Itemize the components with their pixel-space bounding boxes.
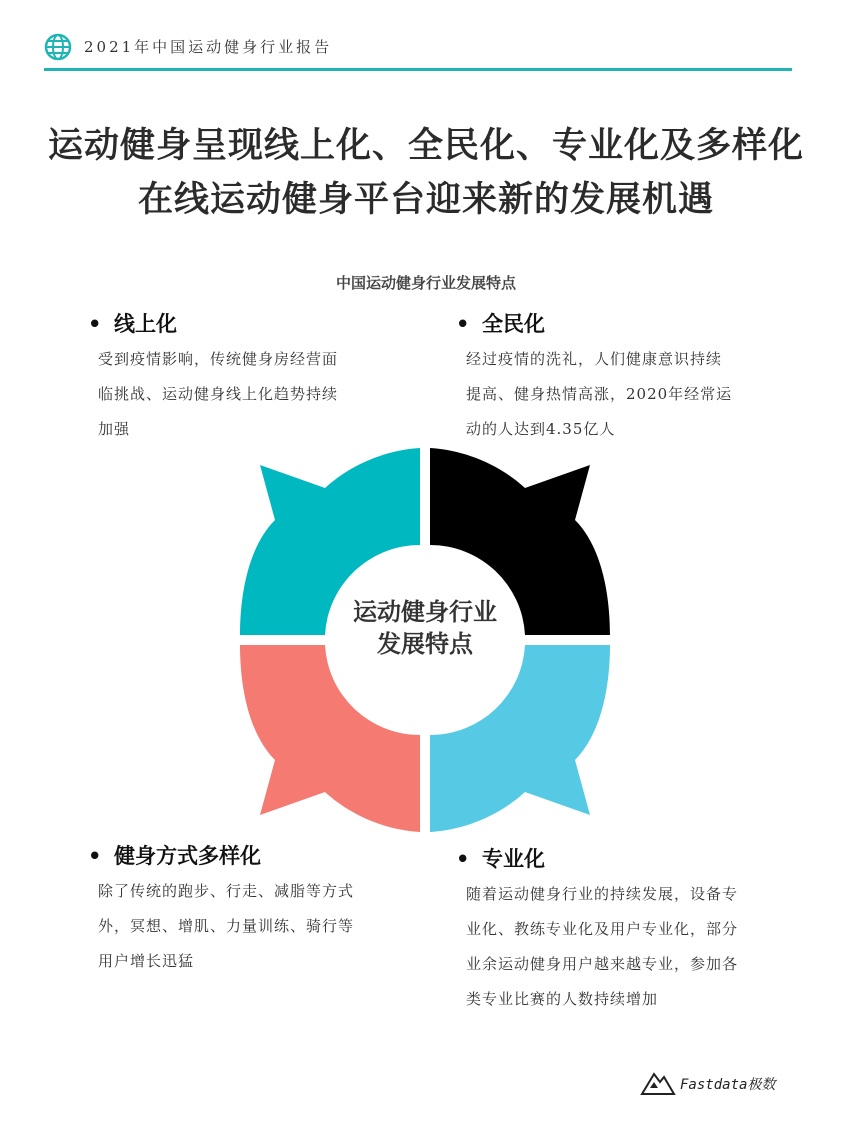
section-line: 动的人达到4.35亿人 — [466, 420, 616, 438]
bullet-icon: • — [88, 844, 102, 868]
section-line: 业化、教练专业化及用户专业化，部分 — [466, 920, 739, 938]
section-line: 受到疫情影响，传统健身房经营面 — [98, 350, 339, 368]
main-title-line2: 在线运动健身平台迎来新的发展机遇 — [137, 180, 714, 220]
globe-icon — [44, 33, 72, 61]
center-label-line1: 运动健身行业 — [353, 598, 497, 626]
section-professional-title: 专业化 — [482, 847, 545, 871]
diagram-center-label — [325, 596, 525, 660]
bullet-icon: • — [456, 847, 470, 871]
section-line: 加强 — [98, 420, 131, 438]
segment-diverse — [240, 645, 420, 832]
section-line: 提高、健身热情高涨，2020年经常运 — [466, 385, 733, 403]
section-line: 类专业比赛的人数持续增加 — [466, 990, 659, 1008]
section-diverse-title: 健身方式多样化 — [114, 844, 261, 868]
brand-logo-text: Fastdata极数 — [680, 1077, 776, 1093]
figure-subtitle: 中国运动健身行业发展特点 — [335, 274, 516, 292]
header-divider — [44, 68, 792, 71]
section-diverse-heading — [88, 840, 261, 870]
section-line: 临挑战、运动健身线上化趋势持续 — [98, 385, 339, 403]
section-line: 用户增长迅猛 — [98, 952, 195, 970]
mountain-logo-icon — [640, 1068, 676, 1098]
bullet-icon: • — [88, 312, 102, 336]
bullet-icon: • — [456, 312, 470, 336]
segment-professional — [430, 645, 610, 832]
section-universal-heading — [456, 308, 545, 338]
section-online-text — [98, 342, 338, 447]
main-title-line1: 运动健身呈现线上化、全民化、专业化及多样化 — [47, 126, 804, 166]
center-label-line2: 发展特点 — [377, 630, 473, 658]
section-diverse-text — [98, 874, 354, 979]
report-title: 2021年中国运动健身行业报告 — [84, 38, 333, 56]
section-line: 外，冥想、增肌、力量训练、骑行等 — [98, 917, 355, 935]
section-universal-text — [466, 342, 732, 447]
section-online-title: 线上化 — [114, 312, 177, 336]
section-professional-heading — [456, 843, 545, 873]
section-universal-title: 全民化 — [482, 312, 545, 336]
section-line: 除了传统的跑步、行走、减脂等方式 — [98, 882, 355, 900]
section-professional-text — [466, 877, 738, 1017]
section-line: 业余运动健身用户越来越专业，参加各 — [466, 955, 739, 973]
section-line: 经过疫情的洗礼，人们健康意识持续 — [466, 350, 723, 368]
section-line: 随着运动健身行业的持续发展，设备专 — [466, 885, 739, 903]
section-online-heading — [88, 308, 177, 338]
